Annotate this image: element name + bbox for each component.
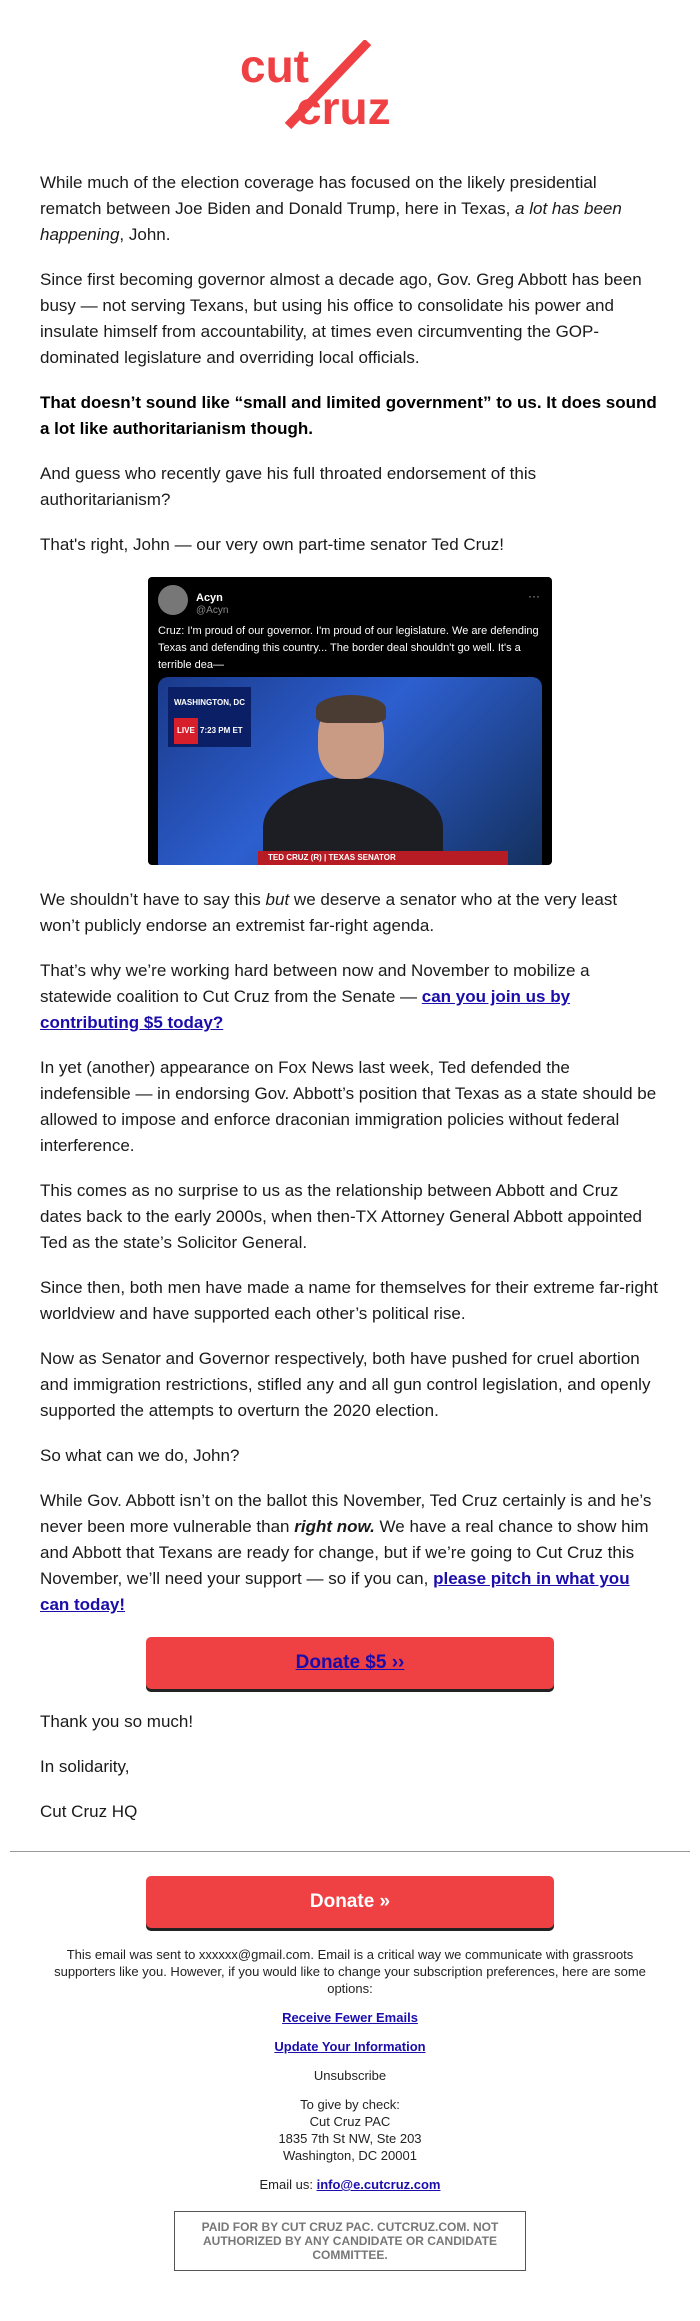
broadcast-time: 7:23 PM ET bbox=[200, 726, 243, 735]
closing-solidarity: In solidarity, bbox=[40, 1757, 130, 1776]
footer-donate-button[interactable]: Donate » bbox=[146, 1876, 554, 1928]
paragraph-restrictions: Now as Senator and Governor respectively, both have pushed for cruel abortion and immigration restrictions, stifled any and all gun control legislation, and openly supported the attempts to overturn the 2020 election. bbox=[40, 1349, 651, 1420]
contribute-link[interactable]: can you join us by contributing $5 today? bbox=[40, 987, 571, 1032]
live-badge: LIVE bbox=[174, 718, 198, 744]
paragraph-authoritarianism: That doesn’t sound like “small and limited government” to us. It does sound a lot like authoritarianism though. bbox=[40, 393, 657, 438]
paragraph-senator: We shouldn’t have to say this but we deserve a senator who at the very least won’t publicly endorse an extremist far-right agenda. bbox=[40, 890, 618, 935]
paragraph-abbott: Since first becoming governor almost a decade ago, Gov. Greg Abbott has been busy — not serving Texans, but using his office to consolidate his power and insulate himself from accountability, at times even circumventing the GOP-dominated legislature and overriding local officials. bbox=[40, 270, 642, 367]
contact-email-link[interactable]: info@e.cutcruz.com bbox=[316, 2177, 441, 2192]
pitch-in-link[interactable]: please pitch in what you can today! bbox=[40, 1569, 630, 1614]
paragraph-since-then: Since then, both men have made a name for themselves for their extreme far-right worldview and have supported each other’s political rise. bbox=[40, 1278, 658, 1323]
mailing-address: To give by check: Cut Cruz PAC 1835 7th St NW, Ste 203 Washington, DC 20001 bbox=[278, 2097, 422, 2163]
paragraph-cruz: That's right, John — our very own part-time senator Ted Cruz! bbox=[40, 535, 505, 554]
email-body bbox=[20, 130, 680, 1825]
tweet-author-name: Acyn bbox=[196, 592, 223, 604]
paragraph-mobilize: That’s why we’re working hard between now and November to mobilize a statewide coalition to Cut Cruz from the Senate — can you join us by contributing $5 today? bbox=[40, 961, 590, 1032]
closing-thanks: Thank you so much! bbox=[40, 1712, 194, 1731]
tweet-text: Cruz: I'm proud of our governor. I'm proud of our legislature. We are defending Texas and defending this country... The border deal shouldn't go well. It's a terrible dea— bbox=[158, 625, 539, 671]
unsubscribe-link[interactable]: Unsubscribe bbox=[313, 2068, 387, 2083]
receive-fewer-emails-link[interactable]: Receive Fewer Emails bbox=[282, 2010, 418, 2025]
cut-cruz-logo bbox=[240, 40, 460, 130]
paid-for-disclaimer: PAID FOR BY CUT CRUZ PAC. CUTCRUZ.COM. NOT AUTHORIZED BY ANY CANDIDATE OR CANDIDATE COMMITTEE. bbox=[174, 2211, 526, 2271]
email-footer bbox=[0, 1876, 700, 2271]
donate-5-button[interactable]: Donate $5 ›› bbox=[146, 1637, 554, 1689]
paragraph-guess: And guess who recently gave his full throated endorsement of this authoritarianism? bbox=[40, 464, 537, 509]
logo-text-cruz: cruz bbox=[296, 82, 391, 130]
paragraph-what-can-we-do: So what can we do, John? bbox=[40, 1446, 240, 1465]
subscription-notice: This email was sent to xxxxxx@gmail.com. Email is a critical way we communicate with grassroots supporters like you. However, if you would like to change your subscription preferences, here are some options: bbox=[54, 1947, 646, 1996]
contact-email: Email us: info@e.cutcruz.com bbox=[259, 2177, 441, 2192]
logo-text-cut: cut bbox=[240, 40, 309, 92]
video-thumbnail[interactable] bbox=[158, 677, 542, 865]
speaker-figure-hair bbox=[316, 695, 386, 723]
email-container bbox=[20, 40, 680, 1825]
lower-third-caption: TED CRUZ (R) | TEXAS SENATOR bbox=[258, 851, 508, 865]
paragraph-intro: While much of the election coverage has focused on the likely presidential rematch between Joe Biden and Donald Trump, here in Texas, a lot has been happening, John. bbox=[40, 173, 622, 244]
paragraph-relationship: This comes as no surprise to us as the relationship between Abbott and Cruz dates back to the early 2000s, when then-TX Attorney General Abbott appointed Ted as the state’s Solicitor General. bbox=[40, 1181, 643, 1252]
embedded-tweet-video[interactable] bbox=[148, 577, 552, 865]
tweet-author-handle: @Acyn bbox=[196, 605, 229, 616]
paragraph-ballot: While Gov. Abbott isn’t on the ballot this November, Ted Cruz certainly is and he’s never been more vulnerable than right now. We have a real chance to show him and Abbott that Texans are ready for change, but if we’re going to Cut Cruz this November, we’ll need your support — so if you can, please pitch in what you can today! bbox=[40, 1491, 652, 1614]
news-location-bug: WASHINGTON, DC LIVE 7:23 PM ET bbox=[168, 687, 251, 747]
paragraph-fox-news: In yet (another) appearance on Fox News last week, Ted defended the indefensible — in endorsing Gov. Abbott’s position that Texas as a state should be allowed to impose and enforce draconian immigration policies without federal interference. bbox=[40, 1058, 657, 1155]
footer-divider bbox=[10, 1851, 690, 1852]
avatar bbox=[158, 585, 188, 615]
update-information-link[interactable]: Update Your Information bbox=[274, 2039, 426, 2054]
more-icon: ··· bbox=[528, 589, 540, 603]
closing-signature: Cut Cruz HQ bbox=[40, 1802, 138, 1821]
